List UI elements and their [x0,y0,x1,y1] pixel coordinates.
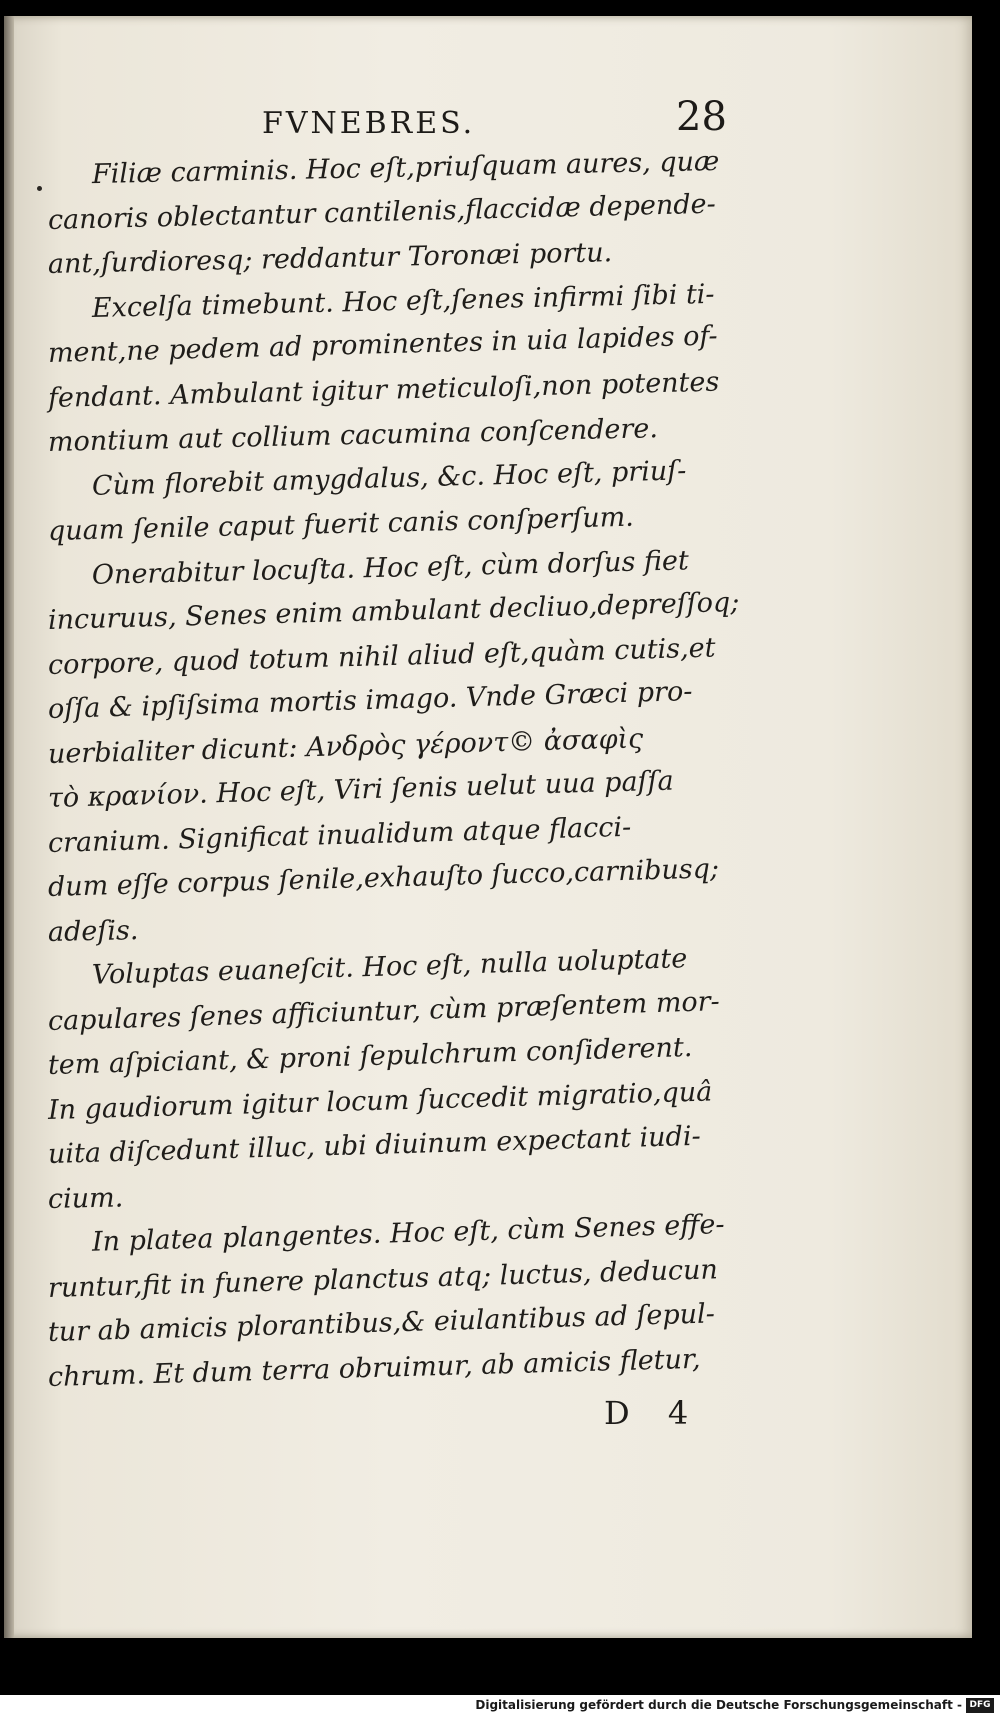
text-line: ment,ne pedem ad prominentes in uia lapides of- [47,320,718,369]
text-line: capulares ſenes afficiuntur, cùm præſentem mor- [47,985,721,1037]
text-line: Cùm florebit amygdalus, &c. Hoc eſt, priuſ- [91,454,687,502]
text-line: canoris oblectantur cantilenis,flaccidæ depende- [47,188,717,236]
text-line: tur ab amicis plorantibus,& eiulantibus ad ſepul- [47,1298,716,1348]
text-line: uita diſcedunt illuc, ubi diuinum expectant iudi- [47,1120,702,1170]
text-line: cium. [47,1181,124,1215]
page-number: 28 [676,94,727,140]
text-line: adeſis. [47,914,139,948]
text-line: In platea plangentes. Hoc eſt, cùm Senes effe- [91,1209,725,1258]
text-line: quam ſenile caput fuerit canis conſperſum. [47,501,635,547]
footer-bar [0,1695,1000,1717]
text-line: incuruus, Senes enim ambulant decliuo,depreſſoq; [47,586,740,636]
text-line: dum eſſe corpus ſenile,exhauſto ſucco,carnibusq; [47,853,720,903]
funding-credit: Digitalisierung gefördert durch die Deutsche Forschungsgemeinschaft - [475,1698,962,1712]
text-line: uerbialiter dicunt: Ανδρὸς γέροντ© ἀσαφὶς [47,722,644,770]
text-line: oſſa & ipſiſsima mortis imago. Vnde Græci pro- [47,676,693,725]
running-head: FVNEBRES. [262,106,476,141]
signature-mark: D 4 [604,1394,703,1432]
margin-mark [37,186,42,191]
text-line: fendant. Ambulant igitur meticuloſi,non potentes [47,366,720,414]
text-line: In gaudiorum igitur locum ſuccedit migratio,quâ [47,1075,713,1126]
text-line: Voluptas euaneſcit. Hoc eſt, nulla uoluptate [91,943,688,991]
body-text [47,145,760,1400]
text-line: corpore, quod totum nihil aliud eſt,quàm cutis,et [47,632,716,681]
page-header [4,88,972,148]
book-page [4,16,972,1638]
dfg-logo: DFG [966,1698,994,1713]
text-line: tem aſpiciant, & proni ſepulchrum conſiderent. [47,1032,693,1081]
text-line: runtur,fit in funere planctus atq; luctus, deducun [47,1253,719,1304]
text-line: Excelſa timebunt. Hoc eſt,ſenes infirmi ſibi ti- [91,278,715,324]
text-line: Filiæ carminis. Hoc eſt,priuſquam aures, quæ [91,145,720,191]
page-gutter-edge [4,16,14,1638]
text-line: τὸ κρανίον. Hoc eſt, Viri ſenis uelut uua paſſa [47,765,675,814]
text-line: cranium. Significat inualidum atque flacci- [47,811,632,859]
text-line: ant,ſurdioresq; reddantur Toronæi portu. [47,237,613,280]
text-line: Onerabitur locuſta. Hoc eſt, cùm dorſus fiet [91,544,690,591]
text-line: chrum. Et dum terra obruimur, ab amicis fletur, [47,1343,701,1393]
text-line: montium aut collium cacumina conſcendere. [47,413,659,458]
